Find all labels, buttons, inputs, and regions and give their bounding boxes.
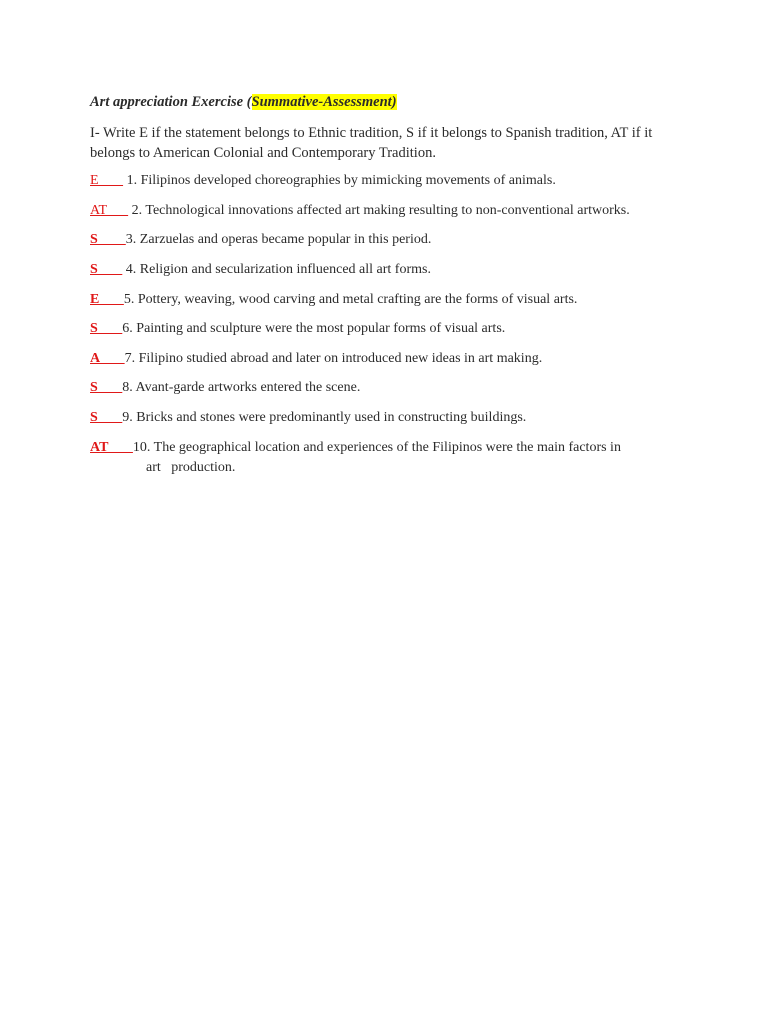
title-highlight: Summative-Assessment) [251, 94, 397, 110]
item-statement: 8. Avant-garde artworks entered the scene. [122, 380, 361, 395]
list-item [90, 319, 690, 339]
list-item [90, 171, 690, 191]
instructions-paragraph: I- Write E if the statement belongs to Ethnic tradition, S if it belongs to Spanish tradition, AT if it belongs to American Colonial and Contemporary Tradition. [90, 125, 653, 161]
list-item [90, 230, 690, 250]
list-item [90, 378, 690, 398]
list-item [90, 201, 690, 221]
item-statement: 5. Pottery, weaving, wood carving and metal crafting are the forms of visual arts. [123, 292, 578, 307]
title-prefix: Art appreciation Exercise ( [90, 94, 252, 110]
item-statement: 3. Zarzuelas and operas became popular in this period. [125, 232, 432, 247]
item-statement: 1. Filipinos developed choreographies by mimicking movements of animals. [123, 173, 556, 188]
item-statement: 7. Filipino studied abroad and later on introduced new ideas in art making. [124, 351, 543, 366]
list-item [90, 260, 690, 280]
item-statement: 9. Bricks and stones were predominantly used in constructing buildings. [122, 410, 527, 425]
answer-blank: S [90, 232, 126, 247]
item-statement: 10. The geographical location and experiences of the Filipinos were the main factors in [132, 440, 621, 455]
list-item [90, 438, 690, 478]
answer-blank: S [90, 410, 123, 425]
item-statement: 2. Technological innovations affected art making resulting to non-conventional artworks. [128, 203, 630, 218]
exercise-title [90, 94, 397, 111]
answer-blank: S [90, 321, 123, 336]
answer-blank: S [90, 380, 123, 395]
list-item [90, 290, 690, 310]
item-statement: 6. Painting and sculpture were the most popular forms of visual arts. [122, 321, 506, 336]
item-statement: 4. Religion and secularization influenced all art forms. [122, 262, 431, 277]
answer-blank: A [90, 351, 125, 366]
answer-blank: S [90, 262, 123, 277]
list-item [90, 349, 690, 369]
answer-blank: E [90, 173, 124, 188]
answer-blank: AT [90, 440, 133, 455]
item-statement-continuation: art production. [146, 460, 236, 475]
list-item [90, 408, 690, 428]
answer-blank: AT [90, 203, 129, 218]
answer-blank: E [90, 292, 124, 307]
